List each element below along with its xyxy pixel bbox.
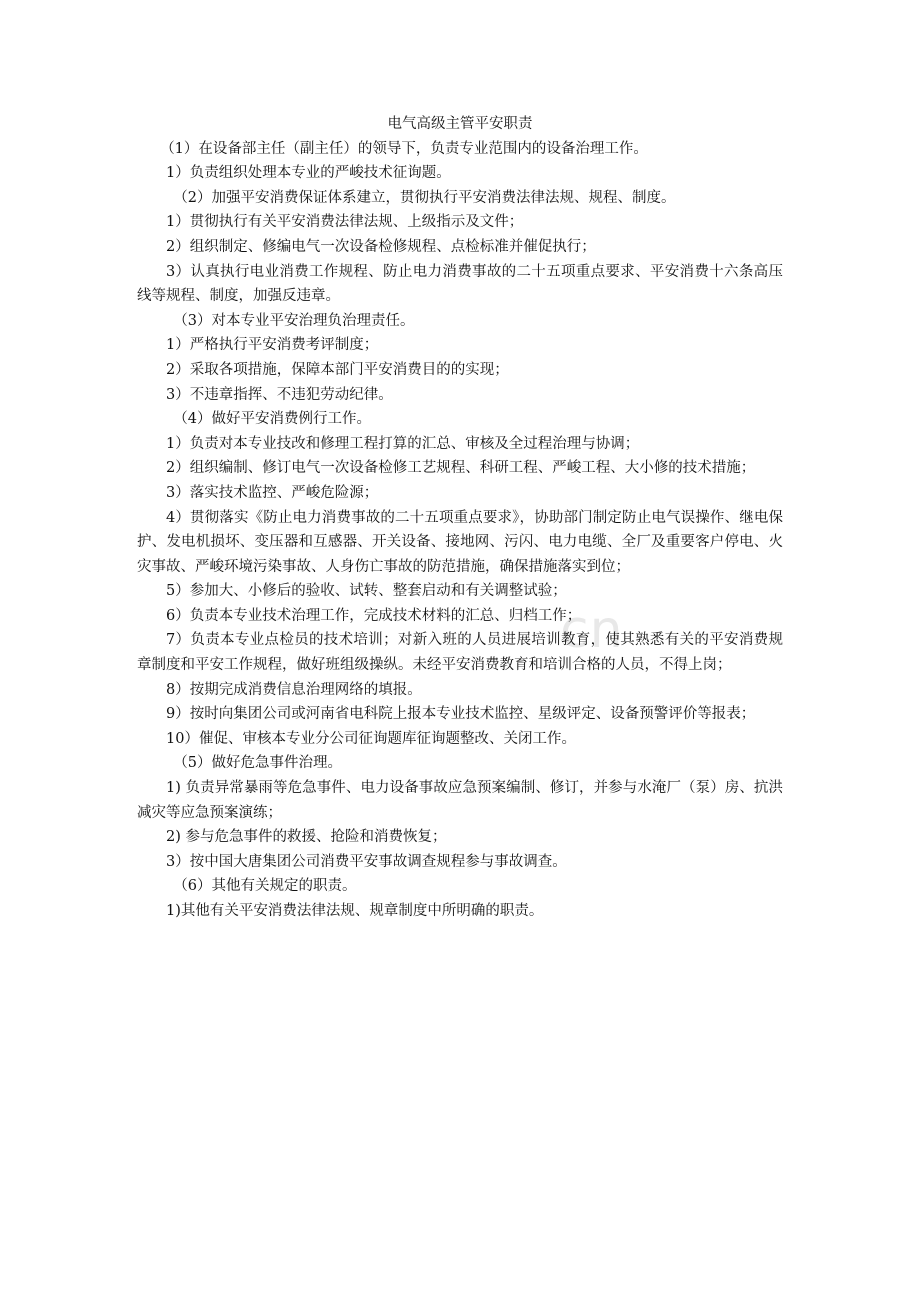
list-item: 4）贯彻落实《防止电力消费事故的二十五项重点要求》，协助部门制定防止电气误操作、继电保护、发电机损坏、变压器和互感器、开关设备、接地网、污闪、电力电缆、全厂及重要客户停电、火灾事故、严峻环境污染事故、人身伤亡事故的防范措施，确保措施落实到位；	[137, 509, 783, 575]
list-item: 2）组织编制、修订电气一次设备检修工艺规程、科研工程、严峻工程、大小修的技术措施；	[166, 460, 756, 477]
section-heading: （5）做好危急事件治理。	[173, 755, 342, 772]
list-item: 5）参加大、小修后的验收、试转、整套启动和有关调整试验；	[166, 583, 567, 600]
list-item: 3）不违章指挥、不违犯劳动纪律。	[166, 386, 393, 403]
watermark: cn	[560, 600, 624, 660]
list-item: 2）组织制定、修编电气一次设备检修规程、点检标准并催促执行；	[166, 238, 596, 255]
list-item: 7）负责本专业点检员的技术培训；对新入班的人员进展培训教育，使其熟悉有关的平安消费规章制度和平安工作规程，做好班组级操纵。未经平安消费教育和培训合格的人员，不得上岗；	[137, 632, 783, 674]
document-title: 电气高级主管平安职责	[387, 116, 533, 132]
list-item: 9）按时向集团公司或河南省电科院上报本专业技术监控、星级评定、设备预警评价等报表；	[166, 706, 756, 723]
list-item: 3）认真执行电业消费工作规程、防止电力消费事故的二十五项重点要求、平安消费十六条高压线等规程、制度，加强反违章。	[137, 263, 783, 305]
list-item: 1) 负责异常暴雨等危急事件、电力设备事故应急预案编制、修订，并参与水淹厂（泵）房、抗洪减灾等应急预案演练；	[137, 780, 783, 821]
list-item: 3）按中国大唐集团公司消费平安事故调查规程参与事故调查。	[166, 853, 567, 870]
section-heading: （4）做好平安消费例行工作。	[173, 411, 371, 428]
list-item: 2）采取各项措施，保障本部门平安消费目的的实现；	[166, 361, 509, 378]
list-item: 1）贯彻执行有关平安消费法律法规、上级指示及文件；	[166, 214, 524, 231]
list-item: 1）负责对本专业技改和修理工程打算的汇总、审核及全过程治理与协调；	[166, 435, 640, 452]
list-item: 1)其他有关平安消费法律法规、规章制度中所明确的职责。	[166, 903, 544, 919]
section-heading: （6）其他有关规定的职责。	[173, 878, 357, 895]
section-heading: （2）加强平安消费保证体系建立，贯彻执行平安消费法律法规、规程、制度。	[173, 189, 676, 206]
list-item: 6）负责本专业技术治理工作，完成技术材料的汇总、归档工作；	[166, 607, 582, 624]
list-item: 1）负责组织处理本专业的严峻技术征询题。	[166, 165, 451, 182]
list-item: 2) 参与危急事件的救援、抢险和消费恢复；	[166, 829, 447, 846]
list-item: 8）按期完成消费信息治理网络的填报。	[166, 681, 422, 698]
section-heading: （3）对本专业平安治理负治理责任。	[173, 312, 415, 329]
list-item: 1）严格执行平安消费考评制度；	[166, 337, 379, 354]
document-body	[137, 112, 783, 924]
paragraph-list	[137, 137, 783, 924]
list-item: 10）催促、审核本专业分公司征询题库征询题整改、关闭工作。	[166, 730, 576, 747]
list-item: 3）落实技术监控、严峻危险源；	[166, 484, 379, 501]
section-heading: （1）在设备部主任（副主任）的领导下，负责专业范围内的设备治理工作。	[160, 140, 648, 157]
